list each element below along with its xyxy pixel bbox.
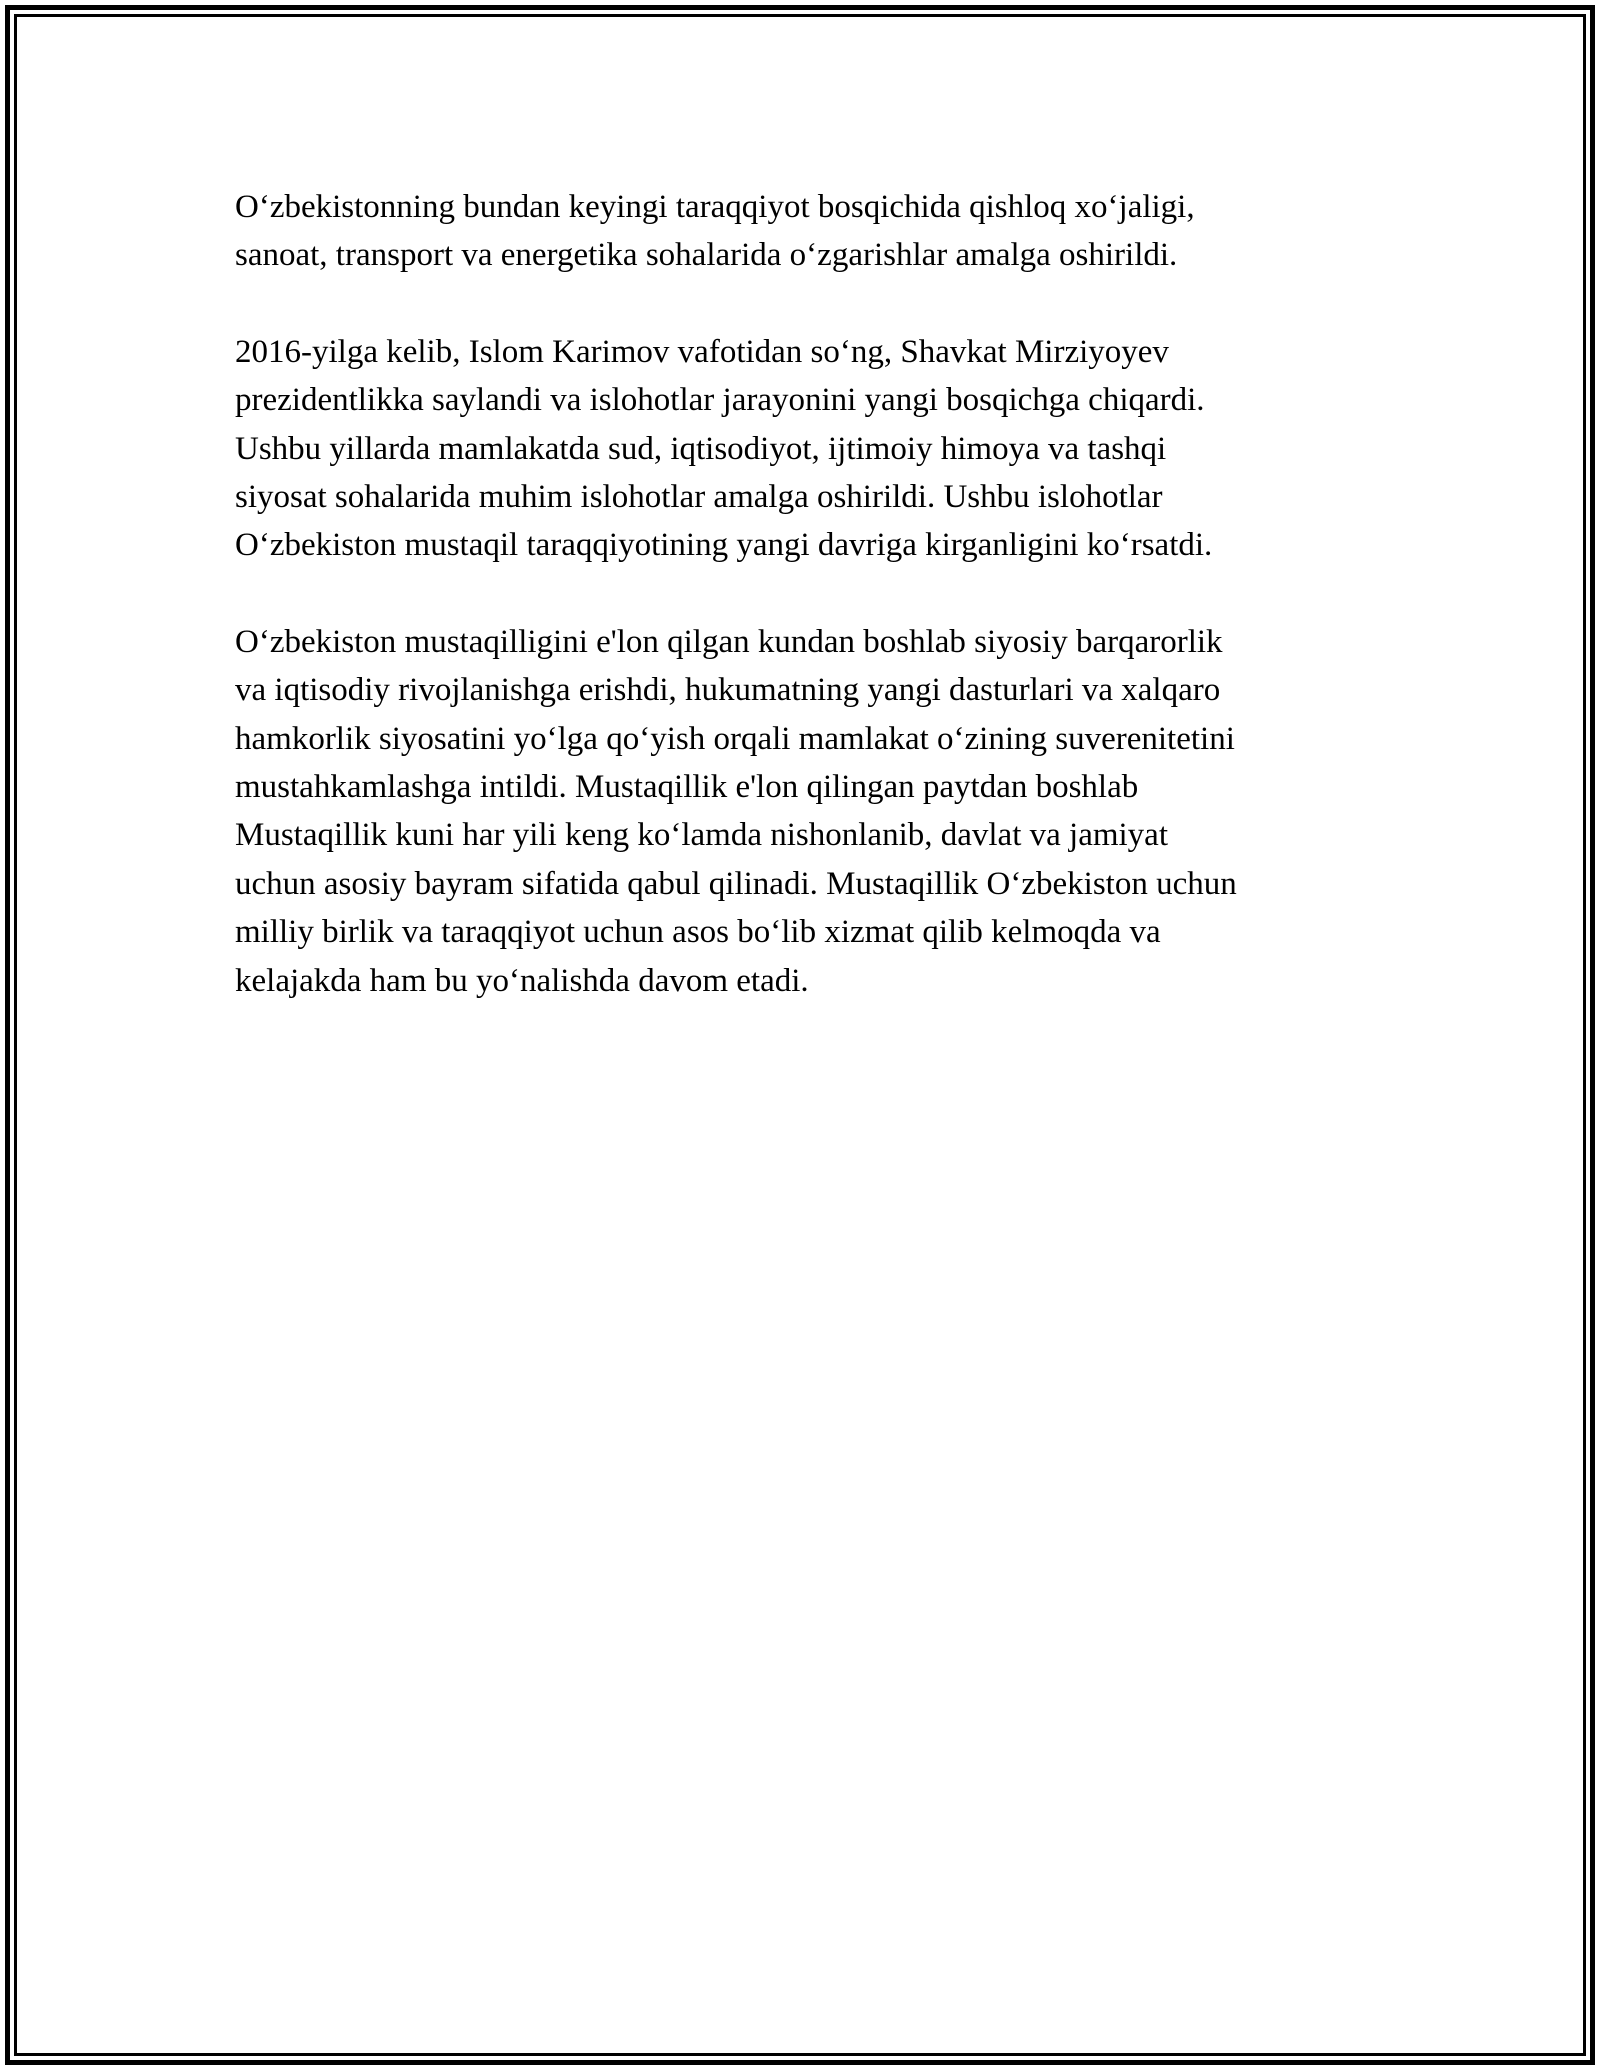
- text-line: O‘zbekistonning bundan keyingi taraqqiyot bosqichida qishloq xo‘jaligi,: [235, 189, 1195, 225]
- text-line: hamkorlik siyosatini yo‘lga qo‘yish orqali mamlakat o‘zining suverenitetini: [235, 720, 1235, 757]
- text-line: va iqtisodiy rivojlanishga erishdi, hukumatning yangi dasturlari va xalqaro: [235, 672, 1221, 709]
- paragraph-1: [235, 183, 1375, 280]
- document-body: [235, 183, 1375, 1053]
- text-line: prezidentlikka saylandi va islohotlar jarayonini yangi bosqichga chiqardi.: [235, 382, 1205, 419]
- text-line: sanoat, transport va energetika sohalarida o‘zgarishlar amalga oshirildi.: [235, 237, 1178, 274]
- text-line: uchun asosiy bayram sifatida qabul qilinadi. Mustaqillik O‘zbekiston uchun: [235, 865, 1237, 902]
- paragraph-2: [235, 328, 1375, 570]
- text-line: 2016-yilga kelib, Islom Karimov vafotidan so‘ng, Shavkat Mirziyoyev: [235, 333, 1169, 370]
- text-line: siyosat sohalarida muhim islohotlar amalga oshirildi. Ushbu islohotlar: [235, 479, 1163, 516]
- text-line: Ushbu yillarda mamlakatda sud, iqtisodiyot, ijtimoiy himoya va tashqi: [235, 430, 1167, 467]
- text-line: O‘zbekiston mustaqil taraqqiyotining yangi davriga kirganligini ko‘rsatdi.: [235, 527, 1213, 564]
- text-line: Mustaqillik kuni har yili keng ko‘lamda nishonlanib, davlat va jamiyat: [235, 817, 1168, 854]
- text-line: milliy birlik va taraqqiyot uchun asos bo‘lib xizmat qilib kelmoqda va: [235, 914, 1161, 951]
- text-line: kelajakda ham bu yo‘nalishda davom etadi.: [235, 962, 809, 999]
- paragraph-3: [235, 618, 1375, 1005]
- text-line: O‘zbekiston mustaqilligini e'lon qilgan kundan boshlab siyosiy barqarorlik: [235, 623, 1223, 660]
- text-line: mustahkamlashga intildi. Mustaqillik e'lon qilingan paytdan boshlab: [235, 769, 1139, 806]
